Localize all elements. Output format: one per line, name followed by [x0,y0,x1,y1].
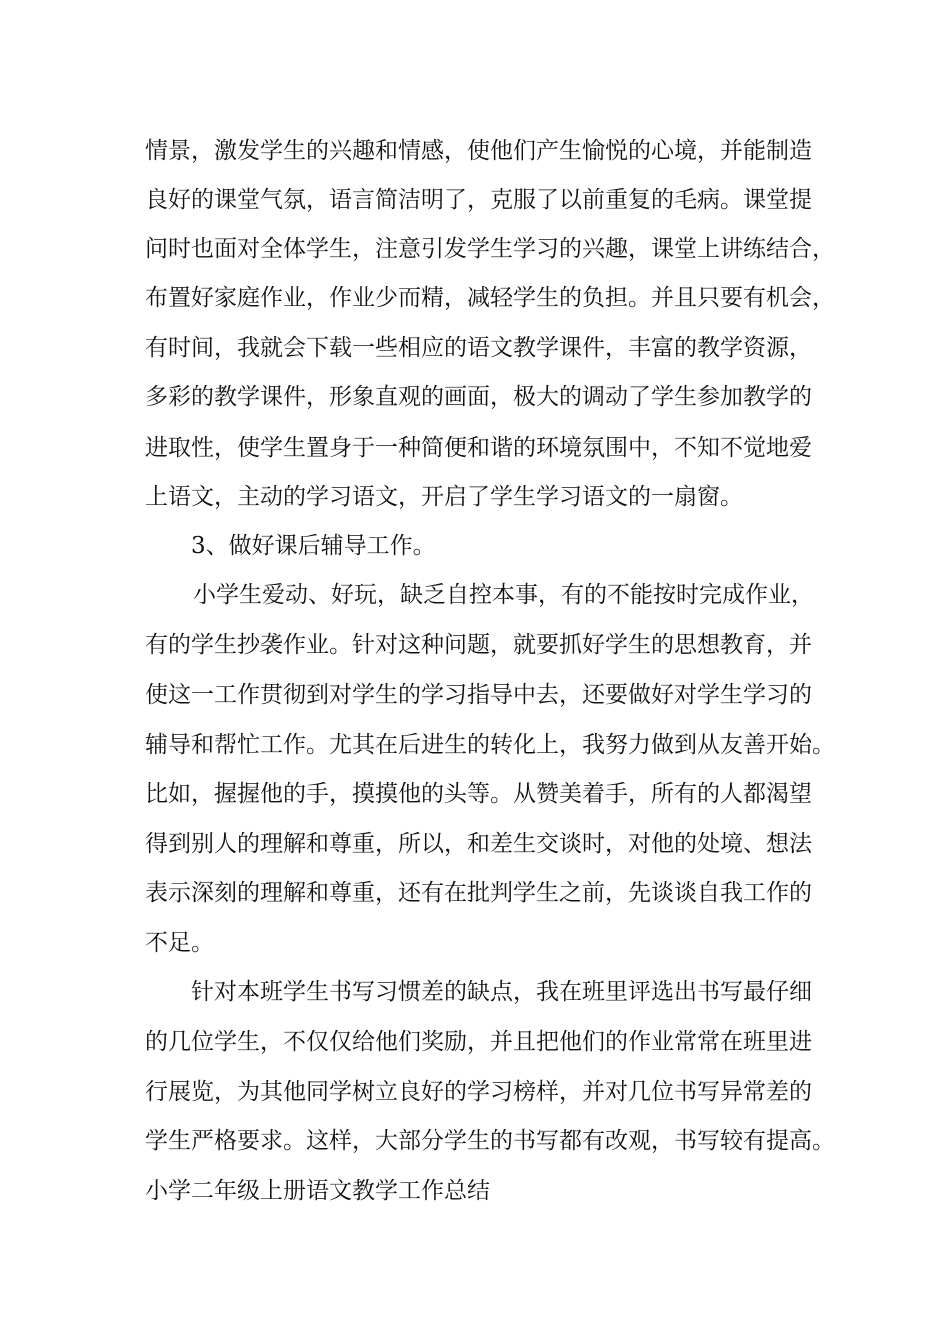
text-line: 学生严格要求。这样，大部分学生的书写都有改观，书写较有提高。 [145,1128,835,1154]
text-line: 布置好家庭作业，作业少而精，减轻学生的负担。并且只要有机会， [145,285,835,311]
text-line: 问时也面对全体学生，注意引发学生学习的兴趣，课堂上讲练结合， [145,236,835,262]
text-line: 的几位学生，不仅仅给他们奖励，并且把他们的作业常常在班里进 [145,1029,812,1055]
text-line: 行展览，为其他同学树立良好的学习榜样，并对几位书写异常差的 [145,1079,812,1105]
text-line: 表示深刻的理解和尊重，还有在批判学生之前，先谈谈自我工作的 [145,880,812,906]
text-line: 不足。 [145,930,214,956]
text-line: 情景，激发学生的兴趣和情感，使他们产生愉悦的心境，并能制造 [145,138,812,164]
text-line: 有的学生抄袭作业。针对这种问题，就要抓好学生的思想教育，并 [145,632,812,658]
text-line: 多彩的教学课件，形象直观的画面，极大的调动了学生参加教学的 [145,384,812,410]
text-line: 进取性，使学生置身于一种简便和谐的环境氛围中，不知不觉地爱 [145,435,812,461]
paragraph-start: 针对本班学生书写习惯差的缺点，我在班里评选出书写最仔细 [191,979,812,1005]
section-heading: 3、做好课后辅导工作。 [191,533,436,559]
text-line: 使这一工作贯彻到对学生的学习指导中去，还要做好对学生学习的 [145,682,812,708]
text-line: 比如，握握他的手，摸摸他的头等。从赞美着手，所有的人都渴望 [145,781,812,807]
paragraph-start: 小学生爱动、好玩，缺乏自控本事，有的不能按时完成作业， [193,582,814,608]
text-line: 良好的课堂气氛，语言简洁明了，克服了以前重复的毛病。课堂提 [145,187,812,213]
document-title: 小学二年级上册语文教学工作总结 [145,1178,490,1204]
text-line: 有时间，我就会下载一些相应的语文教学课件，丰富的教学资源， [145,335,812,361]
text-line: 上语文，主动的学习语文，开启了学生学习语文的一扇窗。 [145,484,743,510]
text-line: 辅导和帮忙工作。尤其在后进生的转化上，我努力做到从友善开始。 [145,732,835,758]
text-line: 得到别人的理解和尊重，所以，和差生交谈时，对他的处境、想法 [145,831,812,857]
